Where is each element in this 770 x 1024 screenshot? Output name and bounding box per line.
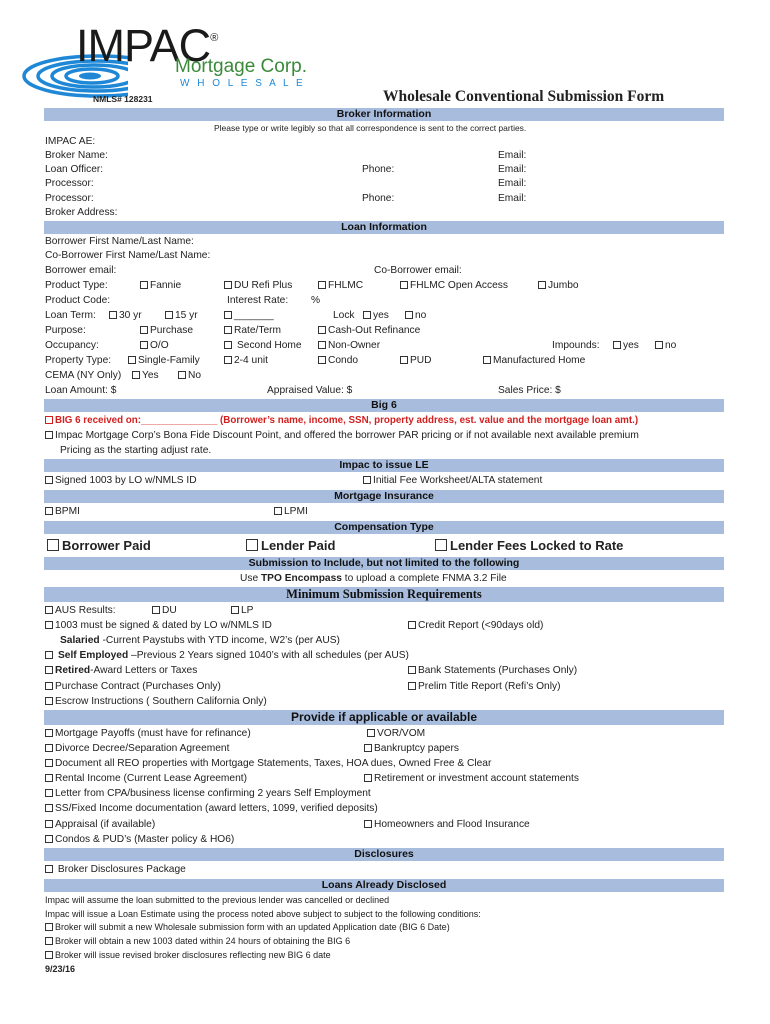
checkbox-icon bbox=[318, 341, 326, 349]
checkbox-icon bbox=[140, 341, 148, 349]
checkbox-icon bbox=[364, 820, 372, 828]
nmls-number: NMLS# 128231 bbox=[93, 94, 153, 104]
loan-term-label: Loan Term: bbox=[45, 310, 96, 321]
checkbox-icon bbox=[408, 666, 416, 674]
coborrower-name-label: Co-Borrower First Name/Last Name: bbox=[45, 250, 211, 261]
purchase-contract-label: Purchase Contract (Purchases Only) bbox=[55, 681, 221, 692]
checkbox-icon bbox=[140, 281, 148, 289]
appraisal-label: Appraisal (if available) bbox=[55, 819, 156, 830]
checkbox-icon bbox=[400, 356, 408, 364]
manufactured-home-label: Manufactured Home bbox=[493, 355, 586, 366]
broker-name-label: Broker Name: bbox=[45, 150, 108, 161]
ss-income-checkbox[interactable] bbox=[45, 803, 378, 814]
self-employed-checkbox[interactable] bbox=[45, 650, 409, 661]
checkbox-icon bbox=[45, 835, 53, 843]
cpa-letter-label: Letter from CPA/business license confirming 2 years Self Employment bbox=[55, 788, 371, 799]
condition-new-1003-label: Broker will obtain a new 1003 dated within 24 hours of obtaining the BIG 6 bbox=[55, 936, 351, 946]
bankruptcy-checkbox[interactable] bbox=[364, 743, 459, 754]
checkbox-icon bbox=[408, 621, 416, 629]
minimum-requirements-header: Minimum Submission Requirements bbox=[44, 587, 724, 602]
checkbox-icon bbox=[613, 341, 621, 349]
bpmi-label: BPMI bbox=[55, 506, 80, 517]
retired-text: -Award Letters or Taxes bbox=[90, 665, 198, 676]
checkbox-icon bbox=[367, 729, 375, 737]
checkbox-icon bbox=[408, 682, 416, 690]
interest-rate-label: Interest Rate: bbox=[227, 295, 289, 306]
checkbox-icon bbox=[47, 539, 59, 551]
occupancy-label: Occupancy: bbox=[45, 340, 99, 351]
divorce-label: Divorce Decree/Separation Agreement bbox=[55, 743, 230, 754]
checkbox-icon bbox=[45, 431, 53, 439]
fhlmc-label: FHLMC bbox=[328, 280, 364, 291]
flood-insurance-label: Homeowners and Flood Insurance bbox=[374, 819, 530, 830]
use-text: Use bbox=[240, 573, 261, 584]
condition-new-form-checkbox[interactable] bbox=[45, 922, 450, 932]
checkbox-icon bbox=[45, 951, 53, 959]
purchase-contract-checkbox[interactable] bbox=[45, 681, 221, 692]
payoffs-checkbox[interactable] bbox=[45, 728, 251, 739]
checkbox-icon bbox=[132, 371, 140, 379]
manufactured-home-checkbox[interactable] bbox=[483, 355, 585, 366]
checkbox-icon bbox=[128, 356, 136, 364]
self-employed-label: Self Employed bbox=[58, 650, 129, 661]
tpo-encompass-text: TPO Encompass bbox=[260, 573, 342, 584]
checkbox-icon bbox=[483, 356, 491, 364]
checkbox-icon bbox=[224, 341, 232, 349]
checkbox-icon bbox=[45, 759, 53, 767]
prelim-title-label: Prelim Title Report (Refi’s Only) bbox=[418, 681, 561, 692]
impounds-no-checkbox[interactable] bbox=[655, 340, 676, 351]
cpa-letter-checkbox[interactable] bbox=[45, 788, 371, 799]
non-owner-checkbox[interactable] bbox=[318, 340, 380, 351]
checkbox-icon bbox=[224, 356, 232, 364]
lock-no-label: no bbox=[415, 310, 427, 321]
du-label: DU bbox=[162, 605, 177, 616]
lock-yes-label: yes bbox=[373, 310, 389, 321]
checkbox-icon bbox=[45, 937, 53, 945]
product-code-label: Product Code: bbox=[45, 295, 111, 306]
fhlmc-open-access-checkbox[interactable] bbox=[400, 280, 508, 291]
salaried-text: -Current Paystubs with YTD income, W2’s (per AUS) bbox=[99, 635, 340, 646]
checkbox-icon bbox=[400, 281, 408, 289]
pud-label: PUD bbox=[410, 355, 432, 366]
checkbox-icon bbox=[45, 774, 53, 782]
checkbox-icon bbox=[45, 651, 53, 659]
email-label: Email: bbox=[498, 178, 527, 189]
checkbox-icon bbox=[178, 371, 186, 379]
percent-sign: % bbox=[311, 295, 321, 306]
checkbox-icon bbox=[246, 539, 258, 551]
jumbo-checkbox[interactable] bbox=[538, 280, 579, 291]
vor-vom-checkbox[interactable] bbox=[367, 728, 425, 739]
lock-label: Lock bbox=[333, 310, 355, 321]
condition-new-form-label: Broker will submit a new Wholesale submission form with an updated Application date (BIG 6 Date) bbox=[55, 922, 450, 932]
aus-results-checkbox[interactable] bbox=[45, 605, 116, 616]
checkbox-icon bbox=[45, 606, 53, 614]
form-title: Wholesale Conventional Submission Form bbox=[383, 88, 665, 105]
lender-fees-label: Lender Fees Locked to Rate bbox=[450, 538, 624, 553]
processor-label: Processor: bbox=[45, 193, 94, 204]
form-1003-label: 1003 must be signed & dated by LO w/NMLS ID bbox=[55, 620, 272, 631]
phone-label: Phone: bbox=[362, 193, 395, 204]
single-family-label: Single-Family bbox=[138, 355, 200, 366]
discount-point-line2: Pricing as the starting adjust rate. bbox=[60, 445, 212, 456]
fhlmc-checkbox[interactable] bbox=[318, 280, 363, 291]
loan-info-header: Loan Information bbox=[44, 221, 724, 234]
checkbox-icon bbox=[538, 281, 546, 289]
reo-label: Document all REO properties with Mortgage Statements, Taxes, HOA dues, Owned Free & Clear bbox=[55, 758, 492, 769]
second-home-label: Second Home bbox=[237, 340, 302, 351]
cema-no-label: No bbox=[188, 370, 202, 381]
credit-report-label: Credit Report (<90days old) bbox=[418, 620, 544, 631]
condos-pud-checkbox[interactable] bbox=[45, 834, 234, 845]
lock-yes-checkbox[interactable] bbox=[363, 310, 389, 321]
two-four-unit-checkbox[interactable] bbox=[224, 355, 268, 366]
logo-line2: Mortgage Corp. bbox=[175, 56, 308, 77]
condition-revised-disclosures-label: Broker will issue revised broker disclosures reflecting new BIG 6 date bbox=[55, 950, 331, 960]
lender-paid-checkbox[interactable] bbox=[246, 538, 335, 553]
initial-fee-checkbox[interactable] bbox=[363, 475, 542, 486]
purchase-label: Purchase bbox=[150, 325, 194, 336]
checkbox-icon bbox=[231, 606, 239, 614]
broker-info-header: Broker Information bbox=[44, 108, 724, 121]
broker-disclosures-label: Broker Disclosures Package bbox=[55, 864, 186, 875]
checkbox-icon bbox=[45, 682, 53, 690]
lock-no-checkbox[interactable] bbox=[405, 310, 426, 321]
logo-line3: W H O L E S A L E bbox=[180, 78, 306, 89]
rate-term-label: Rate/Term bbox=[234, 325, 281, 336]
checkbox-icon bbox=[45, 744, 53, 752]
checkbox-icon bbox=[363, 476, 371, 484]
ss-income-label: SS/Fixed Income documentation (award letters, 1099, verified deposits) bbox=[55, 803, 378, 814]
checkbox-icon bbox=[45, 476, 53, 484]
checkbox-icon bbox=[274, 507, 282, 515]
borrower-paid-label: Borrower Paid bbox=[62, 538, 151, 553]
broker-address-label: Broker Address: bbox=[45, 207, 118, 218]
initial-fee-label: Initial Fee Worksheet/ALTA statement bbox=[373, 475, 543, 486]
lpmi-label: LPMI bbox=[284, 506, 308, 517]
non-owner-label: Non-Owner bbox=[328, 340, 381, 351]
coborrower-email-label: Co-Borrower email: bbox=[374, 265, 462, 276]
cash-out-label: Cash-Out Refinance bbox=[328, 325, 421, 336]
checkbox-icon bbox=[224, 281, 232, 289]
rental-income-label: Rental Income (Current Lease Agreement) bbox=[55, 773, 247, 784]
checkbox-icon bbox=[109, 311, 117, 319]
owner-occupied-checkbox[interactable] bbox=[140, 340, 169, 351]
lender-paid-label: Lender Paid bbox=[261, 538, 336, 553]
term-15-label: 15 yr bbox=[175, 310, 198, 321]
checkbox-icon bbox=[45, 820, 53, 828]
checkbox-icon bbox=[45, 865, 53, 873]
term-other-blank: _______ bbox=[234, 310, 274, 321]
checkbox-icon bbox=[318, 326, 326, 334]
provide-header: Provide if applicable or available bbox=[44, 710, 724, 725]
checkbox-icon bbox=[405, 311, 413, 319]
second-home-checkbox[interactable] bbox=[224, 340, 302, 351]
du-refi-label: DU Refi Plus bbox=[234, 280, 293, 291]
salaried-label: Salaried bbox=[60, 635, 100, 646]
flood-insurance-checkbox[interactable] bbox=[364, 819, 530, 830]
lender-fees-checkbox[interactable] bbox=[435, 538, 623, 553]
checkbox-icon bbox=[45, 697, 53, 705]
loan-amount-label: Loan Amount: $ bbox=[45, 385, 117, 396]
bank-statements-label: Bank Statements (Purchases Only) bbox=[418, 665, 578, 676]
checkbox-icon bbox=[45, 729, 53, 737]
lp-label: LP bbox=[241, 605, 254, 616]
checkbox-icon bbox=[45, 416, 53, 424]
email-label: Email: bbox=[498, 193, 527, 204]
impounds-yes-label: yes bbox=[623, 340, 639, 351]
assume-cancelled-text: Impac will assume the loan submitted to the previous lender was cancelled or declined bbox=[45, 895, 390, 905]
impac-ae-label: IMPAC AE: bbox=[45, 136, 96, 147]
owner-occupied-label: O/O bbox=[150, 340, 169, 351]
cash-out-checkbox[interactable] bbox=[318, 325, 420, 336]
bpmi-checkbox[interactable] bbox=[45, 506, 80, 517]
property-type-label: Property Type: bbox=[45, 355, 112, 366]
checkbox-icon bbox=[45, 507, 53, 515]
checkbox-icon bbox=[45, 621, 53, 629]
checkbox-icon bbox=[364, 774, 372, 782]
checkbox-icon bbox=[224, 326, 232, 334]
fhlmc-open-access-label: FHLMC Open Access bbox=[410, 280, 508, 291]
checkbox-icon bbox=[363, 311, 371, 319]
impounds-label: Impounds: bbox=[552, 340, 600, 351]
bankruptcy-label: Bankruptcy papers bbox=[374, 743, 459, 754]
submission-header: Submission to Include, but not limited to the following bbox=[44, 557, 724, 570]
borrower-email-label: Borrower email: bbox=[45, 265, 117, 276]
lp-checkbox[interactable] bbox=[231, 605, 253, 616]
condos-pud-label: Condos & PUD’s (Master policy & HO6) bbox=[55, 834, 235, 845]
compensation-header: Compensation Type bbox=[44, 521, 724, 534]
cema-label: CEMA (NY Only) bbox=[45, 370, 122, 381]
escrow-checkbox[interactable] bbox=[45, 696, 267, 707]
divorce-checkbox[interactable] bbox=[45, 743, 229, 754]
salaried-item bbox=[60, 635, 340, 646]
checkbox-icon bbox=[435, 539, 447, 551]
form-date: 9/23/16 bbox=[45, 964, 76, 974]
loan-estimate-conditions-text: Impac will issue a Loan Estimate using the process noted above subject to subject to the following conditions: bbox=[45, 909, 481, 919]
fannie-checkbox[interactable] bbox=[140, 280, 181, 291]
du-checkbox[interactable] bbox=[152, 605, 177, 616]
du-refi-checkbox[interactable] bbox=[224, 280, 292, 291]
retired-checkbox[interactable] bbox=[45, 665, 197, 676]
condo-label: Condo bbox=[328, 355, 359, 366]
checkbox-icon bbox=[224, 311, 232, 319]
prelim-title-checkbox[interactable] bbox=[408, 681, 560, 692]
mortgage-insurance-header: Mortgage Insurance bbox=[44, 490, 724, 503]
checkbox-icon bbox=[318, 356, 326, 364]
signed-1003-checkbox[interactable] bbox=[45, 475, 197, 486]
retirement-accounts-label: Retirement or investment account statements bbox=[374, 773, 579, 784]
registered-mark: ® bbox=[210, 32, 218, 44]
big6-header: Big 6 bbox=[44, 399, 724, 412]
phone-label: Phone: bbox=[362, 164, 395, 175]
product-type-label: Product Type: bbox=[45, 280, 108, 291]
discount-point-label: Impac Mortgage Corp’s Bona Fide Discount Point, and offered the borrower PAR pricing or if not available next available premium bbox=[55, 430, 639, 441]
term-30-label: 30 yr bbox=[119, 310, 142, 321]
logo-brand: IMPAC bbox=[76, 20, 211, 71]
broker-disclosures-checkbox[interactable] bbox=[45, 864, 186, 875]
form-1003-checkbox[interactable] bbox=[45, 620, 272, 631]
already-disclosed-header: Loans Already Disclosed bbox=[44, 879, 724, 892]
checkbox-icon bbox=[45, 923, 53, 931]
credit-report-checkbox[interactable] bbox=[408, 620, 543, 631]
tpo-encompass-note bbox=[240, 573, 507, 584]
lpmi-checkbox[interactable] bbox=[274, 506, 308, 517]
disclosures-header: Disclosures bbox=[44, 848, 724, 861]
fannie-label: Fannie bbox=[150, 280, 182, 291]
checkbox-icon bbox=[45, 804, 53, 812]
term-other-checkbox[interactable] bbox=[224, 310, 274, 321]
condition-revised-disclosures-checkbox[interactable] bbox=[45, 950, 331, 960]
upload-text: to upload a complete FNMA 3.2 File bbox=[341, 573, 507, 584]
two-four-unit-label: 2-4 unit bbox=[234, 355, 268, 366]
checkbox-icon bbox=[152, 606, 160, 614]
big6-received-checkbox[interactable] bbox=[45, 415, 638, 426]
rental-income-checkbox[interactable] bbox=[45, 773, 247, 784]
email-label: Email: bbox=[498, 164, 527, 175]
signed-1003-label: Signed 1003 by LO w/NMLS ID bbox=[55, 475, 197, 486]
impounds-no-label: no bbox=[665, 340, 677, 351]
escrow-label: Escrow Instructions ( Southern California Only) bbox=[55, 696, 267, 707]
cema-no-checkbox[interactable] bbox=[178, 370, 201, 381]
bank-statements-checkbox[interactable] bbox=[408, 665, 577, 676]
aus-results-label: AUS Results: bbox=[55, 605, 116, 616]
cema-yes-checkbox[interactable] bbox=[132, 370, 159, 381]
cema-yes-label: Yes bbox=[142, 370, 159, 381]
big6-received-label: BIG 6 received on:______________ (Borrower’s name, income, SSN, property address, est. value and the mortgage loan amt.) bbox=[55, 415, 639, 426]
discount-point-checkbox[interactable] bbox=[45, 430, 639, 441]
purchase-checkbox[interactable] bbox=[140, 325, 193, 336]
payoffs-label: Mortgage Payoffs (must have for refinance) bbox=[55, 728, 251, 739]
legibility-note: Please type or write legibly so that all correspondence is sent to the correct parties. bbox=[214, 123, 527, 133]
purpose-label: Purpose: bbox=[45, 325, 86, 336]
checkbox-icon bbox=[45, 666, 53, 674]
jumbo-label: Jumbo bbox=[548, 280, 579, 291]
checkbox-icon bbox=[45, 789, 53, 797]
sales-price-label: Sales Price: $ bbox=[498, 385, 561, 396]
condition-new-1003-checkbox[interactable] bbox=[45, 936, 350, 946]
appraised-value-label: Appraised Value: $ bbox=[267, 385, 353, 396]
pud-checkbox[interactable] bbox=[400, 355, 432, 366]
checkbox-icon bbox=[364, 744, 372, 752]
rate-term-checkbox[interactable] bbox=[224, 325, 281, 336]
email-label: Email: bbox=[498, 150, 527, 161]
self-employed-text: –Previous 2 Years signed 1040’s with all schedules (per AUS) bbox=[128, 650, 409, 661]
reo-checkbox[interactable] bbox=[45, 758, 491, 769]
checkbox-icon bbox=[140, 326, 148, 334]
vor-vom-label: VOR/VOM bbox=[377, 728, 426, 739]
checkbox-icon bbox=[655, 341, 663, 349]
issue-le-header: Impac to issue LE bbox=[44, 459, 724, 472]
appraisal-checkbox[interactable] bbox=[45, 819, 155, 830]
checkbox-icon bbox=[318, 281, 326, 289]
checkbox-icon bbox=[165, 311, 173, 319]
loan-officer-label: Loan Officer: bbox=[45, 164, 104, 175]
term-15-checkbox[interactable] bbox=[165, 310, 198, 321]
impounds-yes-checkbox[interactable] bbox=[613, 340, 639, 351]
condo-checkbox[interactable] bbox=[318, 355, 358, 366]
term-30-checkbox[interactable] bbox=[109, 310, 142, 321]
processor-label: Processor: bbox=[45, 178, 94, 189]
single-family-checkbox[interactable] bbox=[128, 355, 200, 366]
borrower-paid-checkbox[interactable] bbox=[47, 538, 151, 553]
retirement-accounts-checkbox[interactable] bbox=[364, 773, 579, 784]
retired-label: Retired bbox=[55, 665, 91, 676]
borrower-name-label: Borrower First Name/Last Name: bbox=[45, 236, 194, 247]
